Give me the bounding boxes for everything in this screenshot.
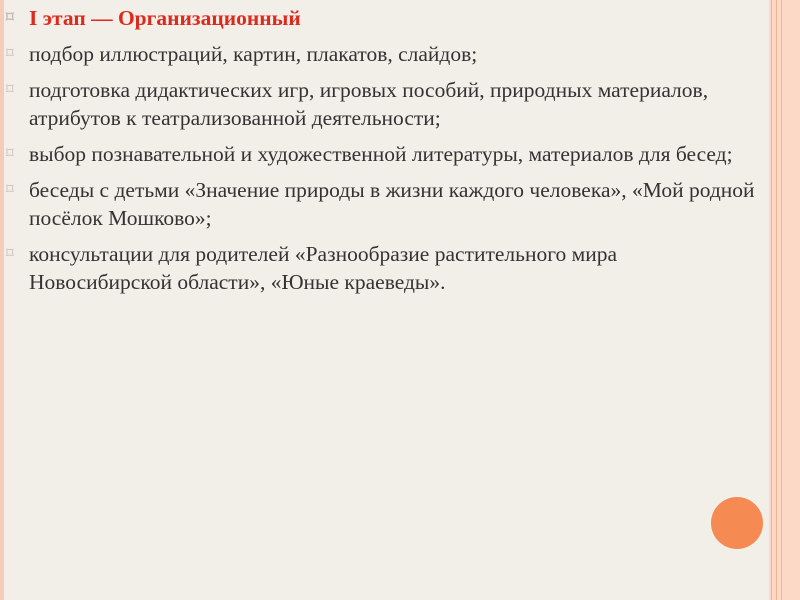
list-item-text: выбор познавательной и художественной литературы, материалов для бесед; (29, 142, 733, 166)
slide-content (0, 4, 769, 304)
bullet-icon: ⌑ (6, 10, 14, 26)
list-item (0, 176, 769, 232)
bullet-icon: ⌑ (6, 146, 14, 162)
right-edge-band (769, 0, 800, 600)
list-item-text: подбор иллюстраций, картин, плакатов, слайдов; (29, 42, 478, 66)
right-edge-rule (781, 0, 782, 600)
bullet-icon: ⌑ (6, 246, 14, 262)
accent-dot (711, 497, 763, 549)
bullet-icon: ⌑ (6, 46, 14, 62)
slide-title (0, 4, 769, 32)
right-edge-rule (771, 0, 772, 600)
right-edge-rule (776, 0, 777, 600)
list-item (0, 40, 769, 68)
list-item (0, 140, 769, 168)
slide-title-text: I этап — Организационный (29, 6, 301, 30)
bullet-icon: ⌑ (6, 82, 14, 98)
bullet-icon: ⌑ (6, 182, 14, 198)
list-item (0, 240, 769, 296)
list-item-text: консультации для родителей «Разнообразие растительного мира Новосибирской области», «Юные краеведы». (29, 242, 618, 294)
list-item (0, 76, 769, 132)
list-item-text: беседы с детьми «Значение природы в жизни каждого человека», «Мой родной посёлок Мошково»; (29, 178, 755, 230)
list-item-text: подготовка дидактических игр, игровых пособий, природных материалов, атрибутов к театрализованной деятельности; (29, 78, 709, 130)
